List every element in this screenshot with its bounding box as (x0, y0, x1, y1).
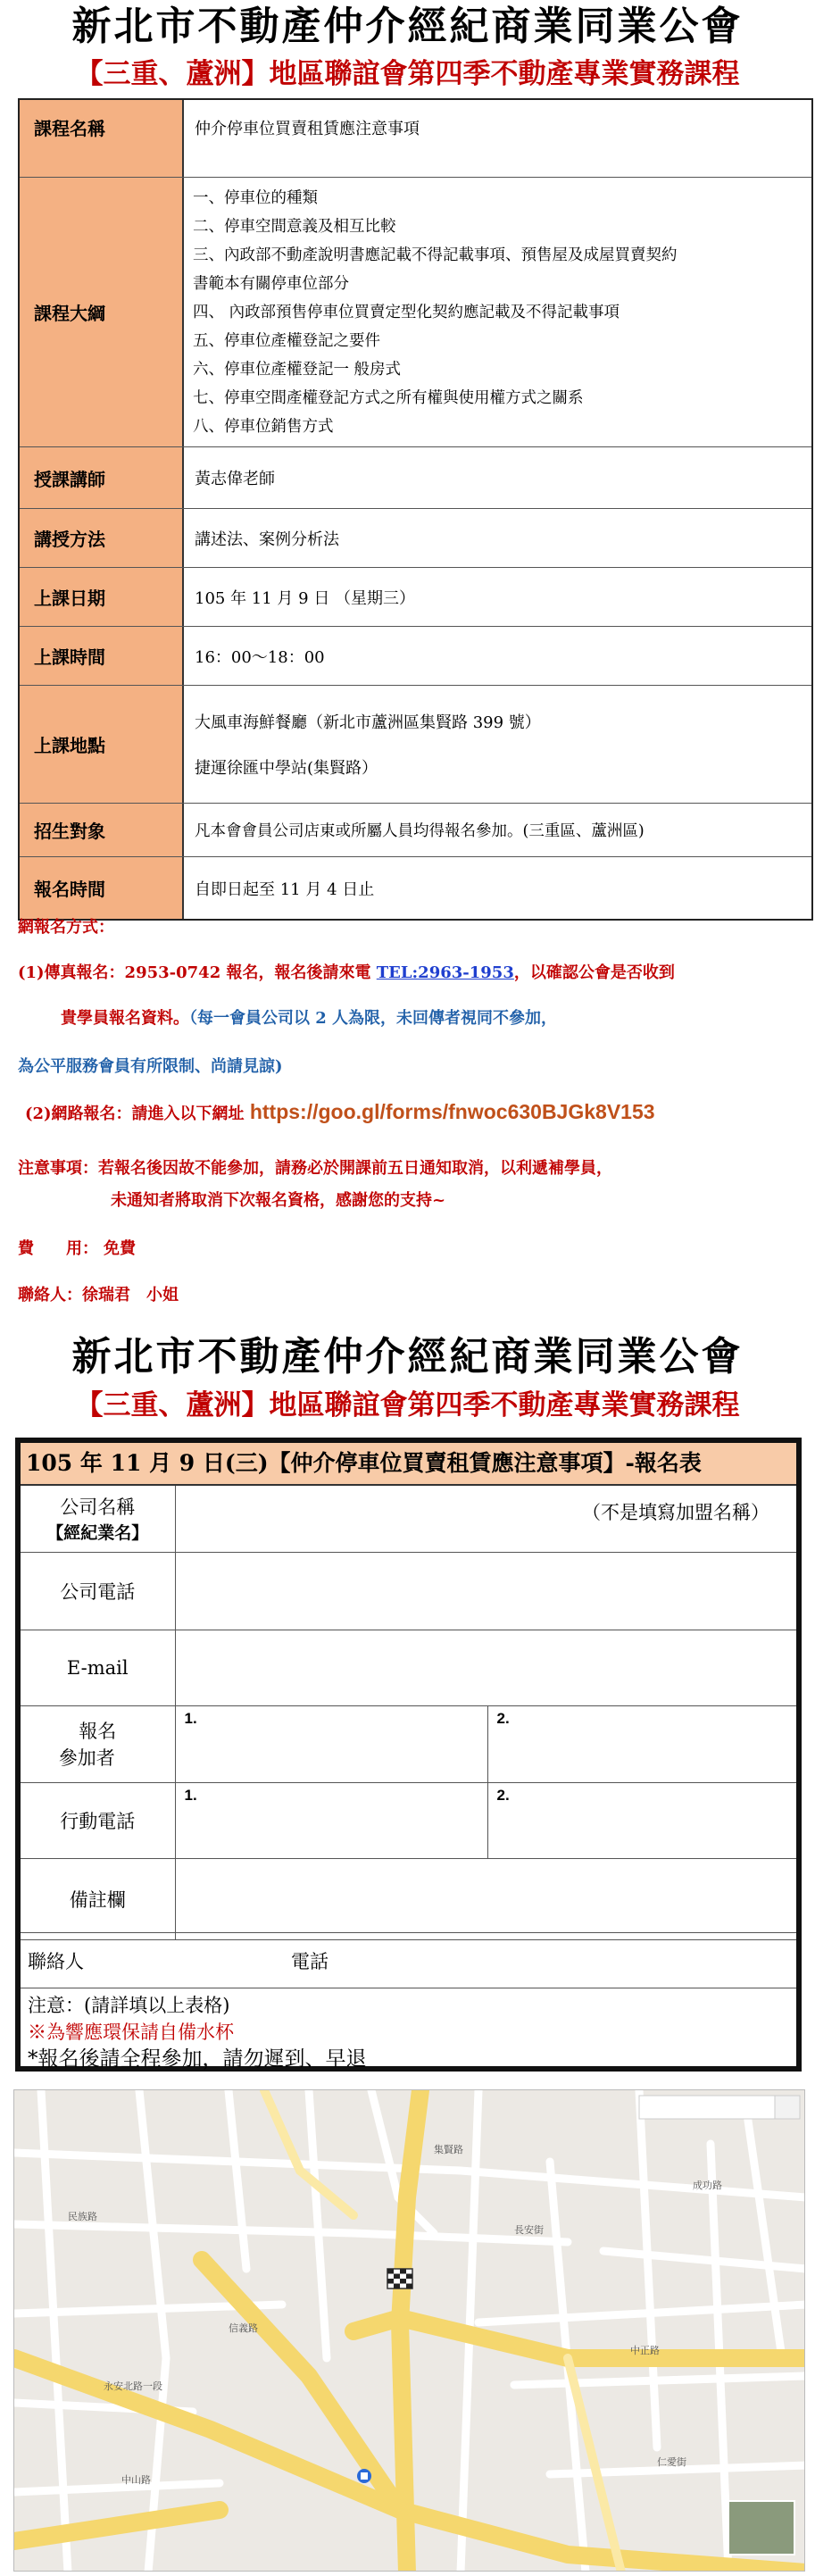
course-time-row (20, 626, 811, 685)
fax-prefix: (1)傳真報名：2953-0742 報名，報名後請來電 (18, 963, 377, 982)
place-line: 大風車海鮮餐廳（新北市蘆洲區集賢路 399 號） (195, 713, 541, 732)
attendee-label-line1: 報名 (79, 1721, 117, 1742)
course-method-row (20, 508, 811, 567)
form-contact-phone-label: 電話 (291, 1950, 328, 1972)
attendee-label-line2: 參加者 (58, 1747, 115, 1769)
attendee-label (21, 1705, 175, 1782)
mobile-label: 行動電話 (21, 1782, 175, 1858)
outline-item: 七、停車空間產權登記方式之所有權與使用權方式之關系 (193, 388, 584, 407)
course-name-label: 課程名稱 (20, 100, 184, 177)
course-time-label: 上課時間 (20, 627, 184, 685)
form-page-subtitle: 【三重、蘆洲】地區聯誼會第四季不動產專業實務課程 (75, 1389, 740, 1421)
outline-item: 二、停車空間意義及相互比較 (193, 217, 396, 236)
course-outline-list (184, 178, 811, 446)
course-place-row (20, 685, 811, 803)
outline-item: 八、停車位銷售方式 (193, 417, 334, 436)
page-title: 新北市不動產仲介經紀商業同業公會 (71, 4, 744, 49)
map-thumbnail[interactable] (728, 2501, 794, 2555)
course-method-value: 講述法、案例分析法 (195, 529, 339, 549)
outline-item: 六、停車位產權登記一 般房式 (193, 360, 402, 379)
course-place-value (184, 686, 811, 803)
form-header: 105 年 11 月 9 日(三)【仲介停車位買賣租賃應注意事項】-報名表 (21, 1443, 796, 1486)
course-date-row (20, 567, 811, 626)
fax-line-2 (18, 1005, 803, 1029)
mobile-field-2[interactable] (487, 1782, 796, 1858)
mobile-field-1[interactable] (175, 1782, 487, 1858)
course-time-value: 16：00～18：00 (195, 647, 325, 667)
phone-field[interactable] (175, 1552, 796, 1630)
course-deadline-value: 自即日起至 11 月 4 日止 (195, 880, 375, 899)
form-row-mobile (21, 1782, 796, 1858)
outline-item: 四、 內政部預售停車位買賣定型化契約應記載及不得記載事項 (193, 303, 620, 321)
course-name-value: 仲介停車位買賣租賃應注意事項 (195, 120, 420, 138)
attendee-num-1: 1. (184, 1709, 197, 1727)
course-table (18, 98, 813, 921)
outline-item: 五、停車位產權登記之要件 (193, 331, 380, 350)
road-label: 永安北路一段 (104, 2380, 162, 2392)
fax-line2-red: 貴學員報名資料。 (61, 1009, 189, 1028)
company-label (21, 1486, 175, 1552)
contact-label: 聯絡人： (18, 1286, 82, 1305)
email-label: E-mail (21, 1630, 175, 1705)
contact-value: 徐瑞君 小姐 (82, 1286, 179, 1305)
web-line (18, 1100, 803, 1124)
road-label: 中正路 (630, 2345, 660, 2356)
place-line: 捷運徐匯中學站(集賢路） (195, 759, 378, 779)
metro-station-icon (357, 2469, 371, 2483)
form-row-attendee (21, 1705, 796, 1782)
remarks-label: 備註欄 (21, 1858, 175, 1939)
notice-line-2: 未通知者將取消下次報名資格，感謝您的支持~ (111, 1191, 446, 1210)
mobile-num-1: 1. (184, 1786, 197, 1804)
web-prefix: (2)網路報名：請進入以下網址 (25, 1105, 250, 1123)
remarks-field[interactable] (175, 1858, 796, 1939)
form-table (21, 1486, 796, 1940)
page-subtitle: 【三重、蘆洲】地區聯誼會第四季不動產專業實務課程 (75, 58, 740, 90)
map-canvas (14, 2090, 805, 2572)
method-title: 網報名方式： (18, 918, 114, 937)
road-label: 集賢路 (434, 2144, 463, 2155)
fax-suffix: ，以確認公會是否收到 (513, 963, 675, 982)
form-note-2: ※為響應環保請自備水杯 (28, 2022, 234, 2043)
form-row-company (21, 1486, 796, 1552)
fax-tel-link[interactable]: TEL:2963-1953 (376, 963, 514, 982)
form-page-title: 新北市不動產仲介經紀商業同業公會 (71, 1334, 744, 1380)
location-map[interactable] (13, 2089, 805, 2572)
road-label: 信義路 (229, 2322, 258, 2334)
outline-item: 三、內政部不動產說明書應記載不得記載事項、預售屋及成屋買賣契約 (193, 246, 678, 264)
fax-line-3: 為公平服務會員有所限制、尚請見諒) (18, 1057, 283, 1076)
form-row-email (21, 1630, 796, 1705)
attendee-num-2: 2. (496, 1709, 510, 1727)
notice-line-1: 注意事項：若報名後因故不能參加，請務必於開課前五日通知取消，以利遞補學員， (18, 1159, 612, 1178)
course-method-label: 講授方法 (20, 509, 184, 567)
fee-line (18, 1236, 803, 1259)
form-row-phone (21, 1552, 796, 1630)
form-contact-row (21, 1932, 796, 1988)
major-roads (14, 2090, 805, 2572)
email-field[interactable] (175, 1630, 796, 1705)
fee-label: 費 用： (18, 1239, 98, 1258)
attendee-field-1[interactable] (175, 1705, 487, 1782)
course-outline-label: 課程大綱 (20, 178, 184, 446)
company-hint: （不是填寫加盟名稱） (582, 1502, 769, 1523)
course-name-row (20, 100, 811, 177)
course-lecturer-label: 授課講師 (20, 447, 184, 508)
road-label: 長安街 (514, 2224, 544, 2236)
form-note-3: *報名後請全程參加，請勿遲到、早退 (28, 2047, 367, 2071)
destination-marker[interactable] (387, 2269, 412, 2288)
phone-label: 公司電話 (21, 1552, 175, 1630)
form-note-1: 注意：(請詳填以上表格) (28, 1995, 230, 2016)
course-deadline-row (20, 856, 811, 919)
form-row-remarks (21, 1858, 796, 1939)
course-lecturer-row (20, 446, 811, 508)
fax-line (18, 960, 803, 983)
road-label: 成功路 (693, 2180, 722, 2191)
outline-item: 書範本有關停車位部分 (193, 274, 349, 293)
course-place-label: 上課地點 (20, 686, 184, 803)
mobile-num-2: 2. (496, 1786, 510, 1804)
course-date-label: 上課日期 (20, 568, 184, 626)
map-controls[interactable] (639, 2096, 800, 2119)
course-deadline-label: 報名時間 (20, 857, 184, 919)
company-field[interactable] (175, 1486, 796, 1552)
outline-item: 一、停車位的種類 (193, 188, 318, 207)
company-label-line1: 公司名稱 (60, 1496, 136, 1519)
registration-form (15, 1438, 802, 2072)
course-audience-label: 招生對象 (20, 804, 184, 856)
fee-value: 免費 (104, 1239, 136, 1258)
course-audience-row (20, 803, 811, 856)
zoom-button (775, 2096, 800, 2119)
web-url-link[interactable]: https://goo.gl/forms/fnwoc630BJGk8V153 (249, 1100, 655, 1123)
contact-line (18, 1282, 803, 1305)
form-notes (21, 1988, 796, 2072)
course-outline-row (20, 177, 811, 446)
course-audience-value: 凡本會會員公司店東或所屬人員均得報名參加。(三重區、蘆洲區) (195, 822, 645, 840)
attendee-field-2[interactable] (487, 1705, 796, 1782)
form-contact-label: 聯絡人 (28, 1950, 84, 1972)
fax-line2-blue: （每一會員公司以 2 人為限，未回傳者視同不參加， (189, 1009, 558, 1028)
road-label: 中山路 (121, 2474, 151, 2486)
course-date-value: 105 年 11 月 9 日 （星期三） (195, 588, 416, 608)
road-label: 仁愛街 (657, 2456, 686, 2468)
course-lecturer-value: 黃志偉老師 (195, 470, 275, 488)
road-label: 民族路 (68, 2211, 97, 2222)
company-label-line2: 【經紀業名】 (46, 1523, 149, 1544)
